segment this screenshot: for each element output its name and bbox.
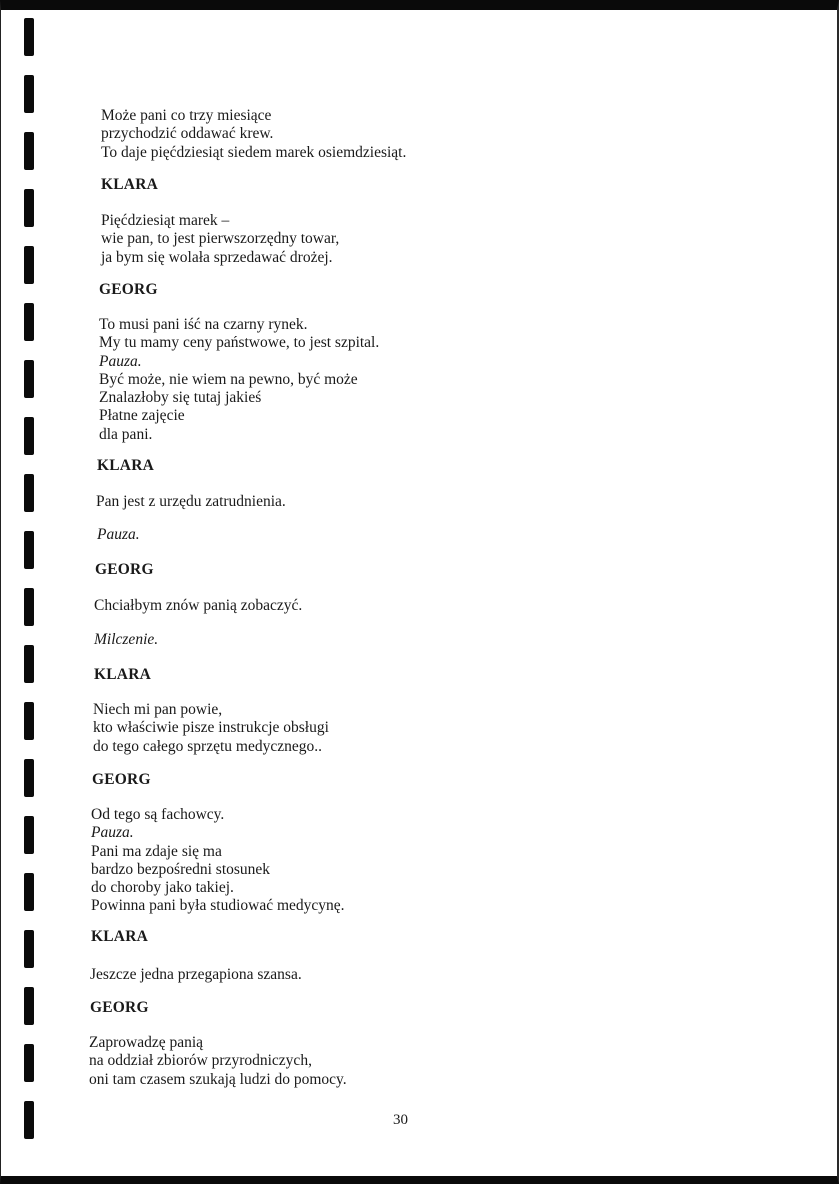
stage-direction: Pauza. (91, 824, 134, 842)
dialogue-block (101, 107, 406, 162)
binding-hole (24, 1101, 34, 1139)
dialogue-line: Pani ma zdaje się ma (91, 842, 222, 860)
dialogue-line: To musi pani iść na czarny rynek. (99, 316, 308, 333)
stage-direction: Milczenie. (94, 631, 159, 648)
speaker-name: GEORG (95, 561, 154, 578)
dialogue-line: Pan jest z urzędu zatrudnienia. (96, 493, 286, 510)
binding-hole (24, 873, 34, 911)
dialogue-line: bardzo bezpośredni stosunek (91, 860, 271, 878)
binding-hole (24, 303, 34, 341)
dialogue-line: ja bym się wolała sprzedawać drożej. (101, 248, 333, 266)
binding-hole (24, 987, 34, 1025)
dialogue-line: Chciałbym znów panią zobaczyć. (94, 597, 303, 614)
dialogue-block (93, 701, 329, 756)
binding-hole (24, 474, 34, 512)
dialogue-line: Niech mi pan powie, (93, 701, 223, 718)
page-number: 30 (393, 1112, 408, 1128)
binding-hole (24, 1044, 34, 1082)
dialogue-line: przychodzić oddawać krew. (101, 125, 274, 143)
dialogue-line: To daje pięćdziesiąt siedem marek osiemdziesiąt. (101, 143, 407, 161)
dialogue-block (101, 212, 339, 267)
dialogue-line: Od tego są fachowcy. (91, 806, 225, 823)
speaker-name: GEORG (99, 281, 158, 298)
dialogue-line: oni tam czasem szukają ludzi do pomocy. (89, 1070, 347, 1088)
dialogue-line: Płatne zajęcie (99, 407, 185, 425)
dialogue-line: Jeszcze jedna przegapiona szansa. (90, 966, 302, 983)
binding-hole (24, 759, 34, 797)
binding-hole (24, 645, 34, 683)
speaker-name: KLARA (101, 176, 158, 193)
speaker-name: KLARA (97, 457, 154, 474)
dialogue-line: My tu mamy ceny państwowe, to jest szpital. (99, 334, 380, 352)
dialogue-line: kto właściwie pisze instrukcje obsługi (93, 719, 329, 737)
dialogue-line: Pięćdziesiąt marek – (101, 212, 230, 229)
dialogue-line: Powinna pani była studiować medycynę. (91, 897, 345, 915)
dialogue-line: Może pani co trzy miesiące (101, 107, 272, 124)
binding-hole (24, 75, 34, 113)
binding-hole (24, 18, 34, 56)
speaker-name: GEORG (92, 771, 151, 788)
binding-hole (24, 531, 34, 569)
dialogue-line: do choroby jako takiej. (91, 879, 234, 897)
dialogue-block (91, 806, 345, 916)
dialogue-block (94, 597, 302, 615)
stage-direction: Pauza. (97, 526, 140, 543)
stage-direction: Pauza. (99, 352, 142, 370)
binding-hole (24, 588, 34, 626)
dialogue-block (96, 493, 286, 511)
binding-hole (24, 360, 34, 398)
binding-hole (24, 930, 34, 968)
dialogue-line: na oddział zbiorów przyrodniczych, (89, 1052, 312, 1070)
speaker-name: GEORG (90, 999, 149, 1016)
dialogue-block (99, 316, 379, 444)
dialogue-block (90, 966, 302, 984)
binding-hole (24, 246, 34, 284)
dialogue-line: wie pan, to jest pierwszorzędny towar, (101, 230, 340, 248)
binding-hole (24, 816, 34, 854)
binding-hole (24, 702, 34, 740)
dialogue-line: Zaprowadzę panią (89, 1034, 204, 1051)
binding-hole (24, 189, 34, 227)
speaker-name: KLARA (91, 928, 148, 945)
dialogue-line: Być może, nie wiem na pewno, być może (99, 370, 358, 388)
dialogue-block (89, 1034, 347, 1089)
binding-hole (24, 417, 34, 455)
speaker-name: KLARA (94, 666, 151, 683)
dialogue-line: Znalazłoby się tutaj jakieś (99, 389, 262, 407)
dialogue-line: dla pani. (99, 425, 153, 443)
dialogue-line: do tego całego sprzętu medycznego.. (93, 737, 322, 755)
binding-hole (24, 132, 34, 170)
